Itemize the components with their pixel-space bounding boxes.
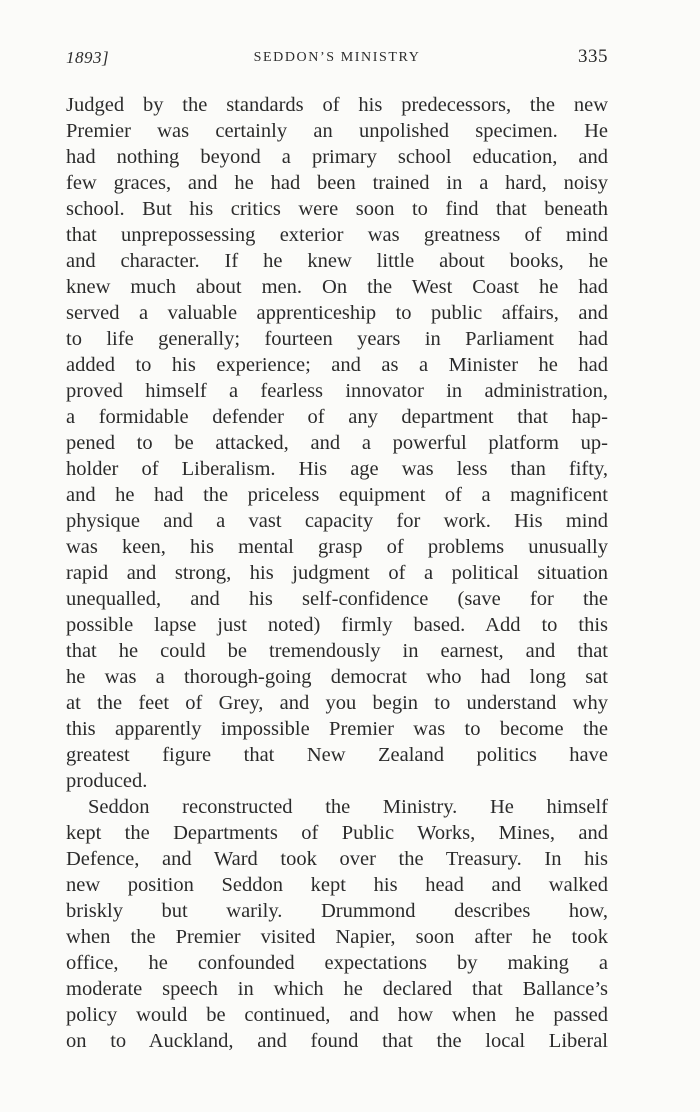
text-line: policy would be continued, and how when he passed: [66, 1004, 608, 1026]
text-line: new position Seddon kept his head and walked: [66, 874, 608, 896]
text-line: served a valuable apprenticeship to public affairs, and: [66, 302, 608, 324]
text-line: moderate speech in which he declared that Ballance’s: [66, 978, 608, 1000]
text-line: proved himself a fearless innovator in administration,: [66, 380, 608, 402]
text-line: Judged by the standards of his predecessors, the new: [66, 94, 608, 116]
text-line: knew much about men. On the West Coast he had: [66, 276, 608, 298]
text-line: added to his experience; and as a Minister he had: [66, 354, 608, 376]
text-line: unequalled, and his self-confidence (save for the: [66, 588, 608, 610]
paragraph-end-line: produced.: [66, 770, 148, 792]
text-line: briskly but warily. Drummond describes how,: [66, 900, 608, 922]
text-line: and he had the priceless equipment of a magnificent: [66, 484, 608, 506]
running-head-year: 1893]: [66, 48, 110, 67]
text-line: on to Auckland, and found that the local Liberal: [66, 1030, 608, 1052]
text-line: that he could be tremendously in earnest, and that: [66, 640, 608, 662]
text-line: greatest figure that New Zealand politics have: [66, 744, 608, 766]
text-line: Defence, and Ward took over the Treasury. In his: [66, 848, 608, 870]
paragraph-start-line: Seddon reconstructed the Ministry. He himself: [88, 796, 608, 818]
running-head: [66, 46, 608, 76]
text-line: office, he confounded expectations by making a: [66, 952, 608, 974]
text-line: Premier was certainly an unpolished specimen. He: [66, 120, 608, 142]
text-line: at the feet of Grey, and you begin to understand why: [66, 692, 608, 714]
text-line: and character. If he knew little about books, he: [66, 250, 608, 272]
text-line: a formidable defender of any department that hap-: [66, 406, 608, 428]
text-line: pened to be attacked, and a powerful platform up-: [66, 432, 608, 454]
text-line: he was a thorough-going democrat who had long sat: [66, 666, 608, 688]
text-line: school. But his critics were soon to find that beneath: [66, 198, 608, 220]
text-line: had nothing beyond a primary school education, and: [66, 146, 608, 168]
text-line: kept the Departments of Public Works, Mines, and: [66, 822, 608, 844]
text-line: this apparently impossible Premier was to become the: [66, 718, 608, 740]
text-line: holder of Liberalism. His age was less than fifty,: [66, 458, 608, 480]
text-line: when the Premier visited Napier, soon after he took: [66, 926, 608, 948]
text-line: that unprepossessing exterior was greatness of mind: [66, 224, 608, 246]
text-line: possible lapse just noted) firmly based. Add to this: [66, 614, 608, 636]
text-line: rapid and strong, his judgment of a political situation: [66, 562, 608, 584]
running-head-title: SEDDON’S MINISTRY: [253, 50, 421, 65]
body-text: [66, 92, 608, 1054]
text-line: was keen, his mental grasp of problems unusually: [66, 536, 608, 558]
text-line: physique and a vast capacity for work. His mind: [66, 510, 608, 532]
page-number: 335: [578, 46, 608, 67]
text-line: to life generally; fourteen years in Parliament had: [66, 328, 608, 350]
text-line: few graces, and he had been trained in a hard, noisy: [66, 172, 608, 194]
